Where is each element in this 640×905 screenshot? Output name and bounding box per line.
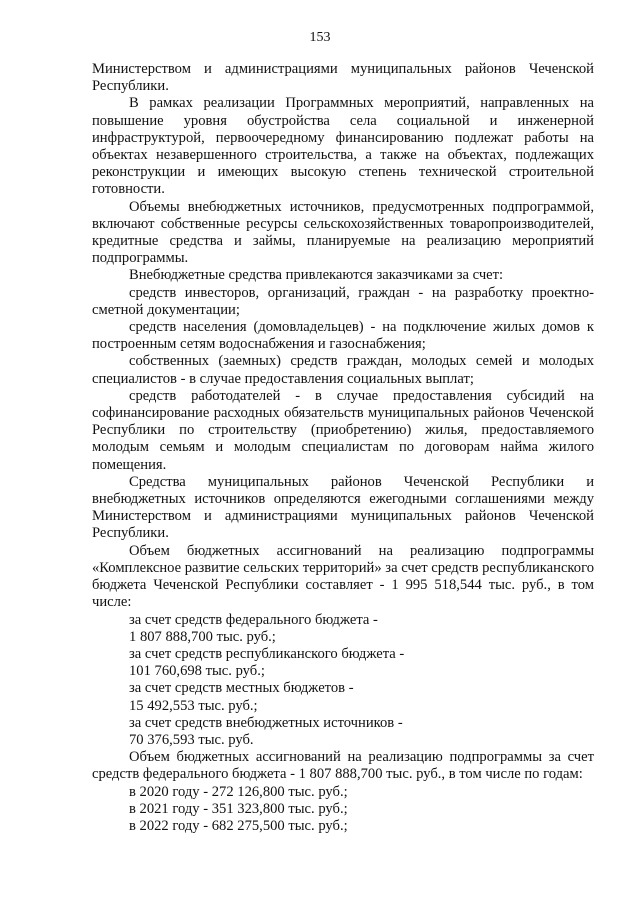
paragraph: Внебюджетные средства привлекаются заказчиками за счет: [129,267,504,284]
funding-amount: 15 492,553 тыс. руб.; [129,697,258,714]
paragraph: Объем бюджетных ассигнований на реализацию подпрограммы за счет средств федерального бюджета - 1 807 888,700 тыс. руб., в том числе по годам: [92,749,594,783]
funding-amount: 70 376,593 тыс. руб. [129,731,254,748]
funding-source-label: за счет средств местных бюджетов - [129,680,354,697]
yearly-amount: в 2021 году - 351 323,800 тыс. руб.; [129,800,348,817]
yearly-amount: в 2022 году - 682 275,500 тыс. руб.; [129,817,348,834]
paragraph: Объемы внебюджетных источников, предусмотренных подпрограммой, включают собственные ресурсы сельскохозяйственных товаропроизводителей, кредитные средства и займы, планируемые на реализацию мероприятий подпрограммы. [92,198,594,267]
list-item: собственных (заемных) средств граждан, молодых семей и молодых специалистов - в случае предоставления социальных выплат; [92,353,594,387]
funding-source-label: за счет средств республиканского бюджета - [129,645,405,662]
list-item: средств населения (домовладельцев) - на подключение жилых домов к построенным сетям водоснабжения и газоснабжения; [92,319,594,353]
funding-source-label: за счет средств внебюджетных источников - [129,714,403,731]
paragraph: В рамках реализации Программных мероприятий, направленных на повышение уровня обустройства села социальной и инженерной инфраструктурой, первоочередному финансированию подлежат работы на объектах незавершенного строительства, а также на объектах, подлежащих реконструкции и имеющих высокую степень технической строительной готовности. [92,95,594,198]
funding-amount: 1 807 888,700 тыс. руб.; [129,628,276,645]
yearly-amount: в 2020 году - 272 126,800 тыс. руб.; [129,783,348,800]
list-item: средств инвесторов, организаций, граждан - на разработку проектно-сметной документации; [92,284,594,318]
funding-amount: 101 760,698 тыс. руб.; [129,663,265,680]
paragraph: Министерством и администрациями муниципальных районов Чеченской Республики. [92,61,594,95]
paragraph: Объем бюджетных ассигнований на реализацию подпрограммы «Комплексное развитие сельских территорий» за счет средств республиканского бюджета Чеченской Республики составляет - 1 995 518,544 тыс. руб., в том числе: [92,542,594,611]
page-number: 153 [309,30,331,45]
list-item: средств работодателей - в случае предоставления субсидий на софинансирование расходных обязательств муниципальных районов Чеченской Республики по строительству (приобретению) жилья, предоставляемого молодым семьям и молодым специалистам по договорам найма жилого помещения. [92,387,594,473]
document-body [92,61,594,835]
paragraph: Средства муниципальных районов Чеченской Республики и внебюджетных источников определяются ежегодными соглашениями между Министерством и администрациями муниципальных районов Чеченской Республики. [92,473,594,542]
funding-source-label: за счет средств федерального бюджета - [129,611,378,628]
